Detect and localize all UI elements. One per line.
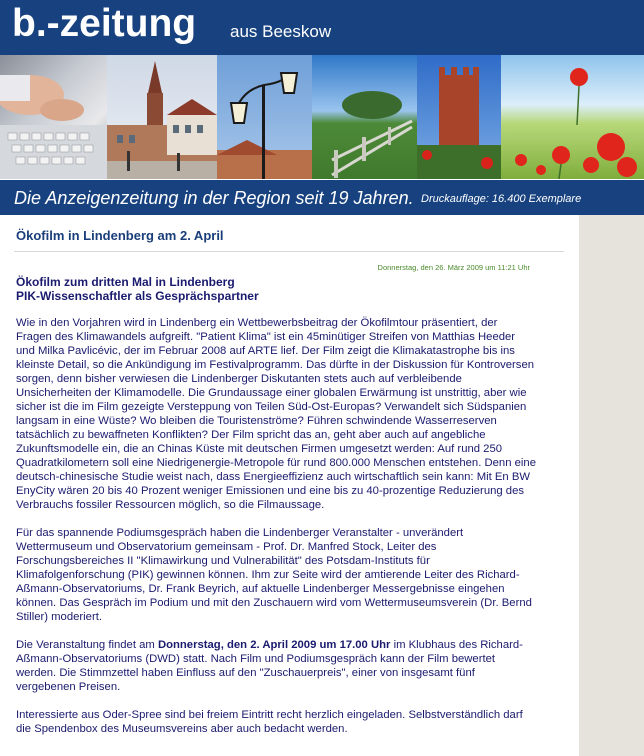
street-lamp-photo <box>217 55 312 179</box>
paragraph-3-rest: im Klubhaus des Richard-Aßmann-Observatoriums (DWD) statt. Nach Film und Podiumsgespräch kann der Film bewertet werden. Die Stimmzettel haben Einfluss auf den "Zuschauerpreis", einer von insgesamt fünf vergebenen Preisen. <box>16 639 523 693</box>
event-date-time: Donnerstag, den 2. April 2009 um 17.00 Uhr <box>157 639 391 651</box>
church-tower-photo <box>107 55 217 179</box>
paragraph-4: Interessierte aus Oder-Spree sind bei freiem Eintritt recht herzlich eingeladen. Selbstverständlich darf die Spendenbox des Museumsvereins aber auch bedacht werden. <box>16 709 523 735</box>
tagline-main: Die Anzeigenzeitung in der Region seit 19 Jahren. <box>14 188 414 208</box>
fence-field-photo <box>312 55 417 179</box>
paragraph-3 <box>16 638 536 694</box>
article-subtitle <box>16 275 259 303</box>
site-logo-subtitle: aus Beeskow <box>230 22 332 41</box>
article-title[interactable]: Ökofilm in Lindenberg am 2. April <box>16 228 224 243</box>
site-header <box>0 0 644 55</box>
subtitle-line-2: PIK-Wissenschaftler als Gesprächspartner <box>16 289 259 303</box>
article-date: Donnerstag, den 26. März 2009 um 11:21 Uhr <box>377 263 530 272</box>
paragraph-2: Für das spannende Podiumsgespräch haben die Lindenberger Veranstalter - unverändert Wettermuseum und Observatorium gemeinsam - Prof. Dr. Manfred Stock, Leiter des Forschungsbereiches II "Klimawirkung und Vulnerabilität" des Potsdam-Instituts für Klimafolgenforschung (PIK) gewinnen können. Ihm zur Seite wird der amtierende Leiter des Richard-Aßmann-Observatoriums, Dr. Frank Beyrich, auf aktuelle Lindenberger Messergebnisse eingehen können. Das Gespräch im Podium und mit den Zuschauern wird vom Wettermuseumsverein (Dr. Bernd Stiller) moderiert. <box>16 527 532 623</box>
article-body <box>16 316 536 750</box>
tagline-circulation: Druckauflage: 16.400 Exemplare <box>421 193 582 205</box>
subtitle-line-1: Ökofilm zum dritten Mal in Lindenberg <box>16 275 235 289</box>
keyboard-photo <box>0 55 107 179</box>
paragraph-1: Wie in den Vorjahren wird in Lindenberg ein Wettbewerbsbeitrag der Ökofilmtour präsentiert, der Fragen des Klimawandels aufgreift. "Patient Klima" ist ein 45minütiger Streifen von Matthias Heeder und Milka Pavlicévic, der im Februar 2008 auf ARTE lief. Der Film zeigt die Klimakatastrophe bis ins kleinste Detail, so die Ankündigung im Festivalprogramm. Das dürfte in der Diskussion für Kontroversen sorgen, denn bisher verwiesen die Lindenberger Diskutanten stets auch auf verbleibende Unsicherheiten der Klimamodelle. Die Grundaussage einer globalen Erwärmung ist unstrittig, aber wie sicher ist die im Film gezeigte Versteppung von Teilen Süd-Ost-Europas? Verwandelt sich Südspanien langsam in eine Wüste? Wo bleiben die Touristenströme? Führen schwindende Wasserreserven tatsächlich zu bewaffneten Konflikten? Der Film spricht das an, geht aber auch auf angebliche Zukunftsmodelle ein, die an Chinas Küste mit deutschen Firmen umgesetzt werden: Auf rund 250 Quadratkilometern soll eine Niedrigenergie-Metropole für rund 800.000 Menschen entstehen. Denn eine deutsch-chinesische Studie weist nach, dass Energieeffizienz auch wirtschaftlich sein kann: Mit En BW EnyCity wären 20 bis 40 Prozent weniger Emissionen und eine bis zu 40-prozentige Reduzierung des Verbrauchs fossiler Ressourcen möglich, so die Filmaussage. <box>16 317 536 511</box>
header-photo-strip <box>0 55 644 179</box>
paragraph-3-intro: Die Veranstaltung findet am <box>16 639 158 651</box>
brick-tower-photo <box>417 55 501 179</box>
poppy-field-photo <box>501 55 644 179</box>
right-sidebar <box>579 215 644 756</box>
article-content <box>0 215 579 756</box>
title-divider <box>14 251 564 252</box>
site-logo[interactable]: b.-zeitung <box>12 2 197 45</box>
tagline-bar <box>0 180 644 215</box>
